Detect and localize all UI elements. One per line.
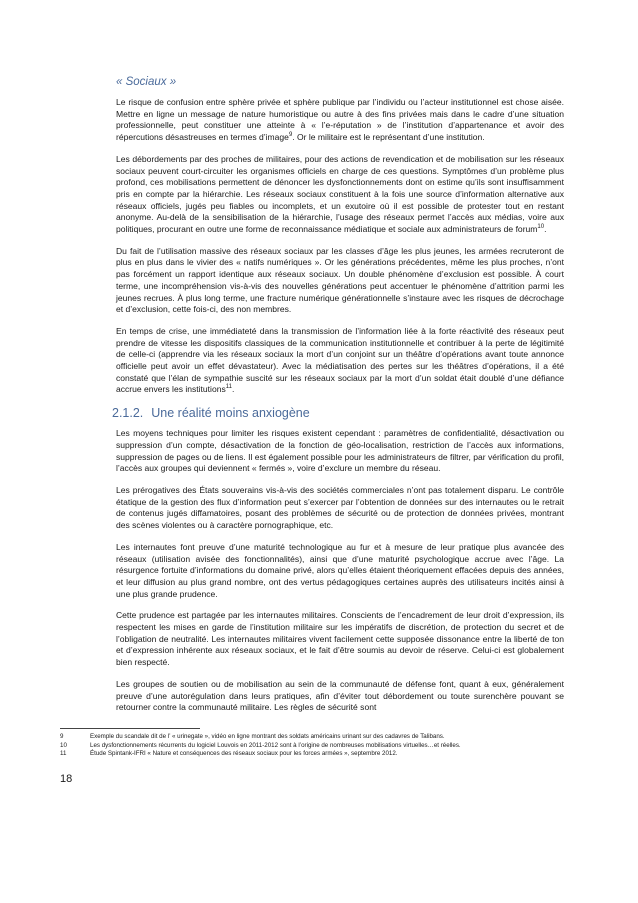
footnote-number: 10 bbox=[60, 741, 67, 749]
footnote bbox=[60, 733, 580, 742]
footnote-number: 9 bbox=[60, 733, 64, 740]
paragraph-text-after: . Or le militaire est le représentant d’une institution. bbox=[292, 132, 485, 143]
paragraph-text: Le risque de confusion entre sphère privée et sphère publique par l’individu ou l’acteur institutionnel est chose aisée. Mettre en ligne un message de nature humoristique ou autre à des fins privées mais dans le cadre d’une situation professionnelle, peut constituer une atteinte à « l’e-réputation » de l’institution d’appartenance et avoir des répercutions désastreuses en termes d’image bbox=[116, 97, 564, 143]
footnote-number: 11 bbox=[60, 750, 67, 757]
footnote-text: Étude Spintank-IFRI « Nature et conséquences des réseaux sociaux pour les forces armées », septembre 2012. bbox=[90, 750, 398, 757]
paragraph-b-4: Les groupes de soutien ou de mobilisation au sein de la communauté de défense font, quant à eux, généralement preuve d’une autorégulation dans leurs pratiques, afin d’éviter tout débordement ou toute surenchère pouvant se retourner contre la communauté militaire. Les règles de sécurité sont bbox=[116, 678, 564, 713]
footnotes bbox=[60, 733, 580, 759]
footnote bbox=[60, 750, 580, 759]
heading-title: Une réalité moins anxiogène bbox=[151, 406, 310, 421]
paragraph-b-2: Les internautes font preuve d’une maturité technologique au fur et à mesure de leur pratique plus avancée des réseaux (utilisation avisée des fonctionnalités), ainsi que d’une maturité psychologique accrue avec l’âge. La résurgence fortuite d’informations du domaine privé, alors qu’elles étaient théoriquement effacées depuis des années, et leur diffusion au plus grand nombre, ont des vertus pédagogiques certaines auprès des utilisateurs incités ainsi à une plus grande prudence. bbox=[116, 541, 564, 599]
paragraph-a-0 bbox=[116, 97, 564, 144]
paragraph-b-0: Les moyens techniques pour limiter les risques existent cependant : paramètres de confidentialité, désactivation ou suppression d’un compte, désactivation de la fonction de géo-localisation, restriction de l’accès aux informations, suppression de pages ou de liens. Il est également possible pour les administrateurs de filtrer, par vérification du profil, l’accès aux groupes qui deviennent « fermés », voire d’exclure un membre du réseau. bbox=[116, 428, 565, 474]
footnote-divider bbox=[60, 728, 200, 729]
paragraph-text: En temps de crise, une immédiateté dans la transmission de l’information liée à la forte réactivité des réseaux peut prendre de vitesse les dispositifs classiques de la communication institutionnelle et contribuer à la perte de légitimité de celle-ci (apprendre via les réseaux sociaux la mort d’un conjoint sur un théâtre d’opérations avant toute annonce officielle peut avoir un effet dévastateur). Avec la médiatisation des pertes sur les théâtres d’opérations, il a été constaté que l’élan de sympathie suscité sur les réseaux sociaux par la mort d’un soldat était doublé d’une défiance accrue envers les institutions bbox=[116, 325, 564, 395]
paragraph-text-after: . bbox=[231, 384, 235, 395]
footnote-ref[interactable]: 11 bbox=[225, 384, 232, 391]
section-title: « Sociaux » bbox=[116, 76, 177, 88]
heading-number: 2.1.2. bbox=[112, 406, 144, 421]
footnote-ref[interactable]: 10 bbox=[537, 224, 545, 231]
subsection-heading bbox=[112, 406, 564, 420]
paragraph-text-after: . bbox=[544, 224, 547, 235]
main-content bbox=[112, 76, 565, 724]
paragraph-a-2 bbox=[116, 246, 564, 316]
paragraph-a-3 bbox=[116, 326, 564, 396]
paragraph-text: Les débordements par des proches de militaires, pour des actions de revendication et de mobilisation sur les réseaux sociaux peuvent court-circuiter les organismes officiels en charge de ces questions. Symptômes d’un problème plus profond, ces mobilisations permettent de dénoncer les dysfonctionnements dont on estime qu’ils sont insuffisamment pris en compte par la hiérarchie. Les réseaux sociaux constituent à la fois une source d’information alternative aux réseaux officiels, jugés peu fiables ou incomplets, et un exutoire où il est possible de protester tout en restant anonyme. Au-delà de la sensibilisation de la hiérarchie, l’usage des réseaux permet l’accès aux médias, voire aux politiques, procurant en outre une forme de reconnaissance médiatique et sociale aux administrateurs de forum bbox=[116, 153, 564, 235]
footnote-text: Les dysfonctionnements récurrents du logiciel Louvois en 2011-2012 sont à l’origine de nombreuses mobilisations virtuelles…et réelles. bbox=[90, 741, 461, 749]
paragraph-b-3: Cette prudence est partagée par les internautes militaires. Conscients de l’encadrement de leur droit d’expression, ils respectent les mises en garde de l’institution militaire sur les impératifs de discrétion, de protection du secret et de l’obligation de neutralité. Les internautes militaires vivent facilement cette supposée dissonance entre la liberté de ton et d’expression inhérente aux réseaux sociaux, et le fait d’être soumis au devoir de réserve. Celui-ci est globalement bien respecté. bbox=[116, 610, 564, 668]
paragraph-a-1 bbox=[116, 154, 564, 236]
footnote bbox=[60, 742, 580, 751]
page-number: 18 bbox=[60, 773, 73, 785]
paragraph-text: Du fait de l’utilisation massive des réseaux sociaux par les classes d’âge les plus jeunes, les armées recruteront de plus en plus dans le vivier des « natifs numériques ». Or les générations précédentes, même les plus proches, n’ont pas forcément un rapport identique aux réseaux sociaux. Un double phénomène d’exclusion est possible. À court terme, une incompréhension vis-à-vis des nouvelles générations peut accentuer le phénomène d’attrition parmi les jeunes recrues. À plus long terme, une fracture numérique générationnelle s’instaure avec les risques de décrochage et d’exclusion, cette fois-ci, des non membres. bbox=[116, 245, 564, 315]
paragraph-b-1: Les prérogatives des États souverains vis-à-vis des sociétés commerciales n’ont pas totalement disparu. Le contrôle étatique de la gestion des flux d’information peut s’exercer par l’obtention de données sur des internautes ou le retrait de contenus jugés diffamatoires, posant des problèmes de sécurité ou de protection de données privées, montrant des scènes violentes ou à caractère pornographique, etc. bbox=[116, 484, 564, 531]
footnote-ref[interactable]: 9 bbox=[288, 132, 293, 139]
footnote-text: Exemple du scandale dit de l’ « urinegate », vidéo en ligne montrant des soldats américains urinant sur des cadavres de Talibans. bbox=[90, 733, 445, 740]
